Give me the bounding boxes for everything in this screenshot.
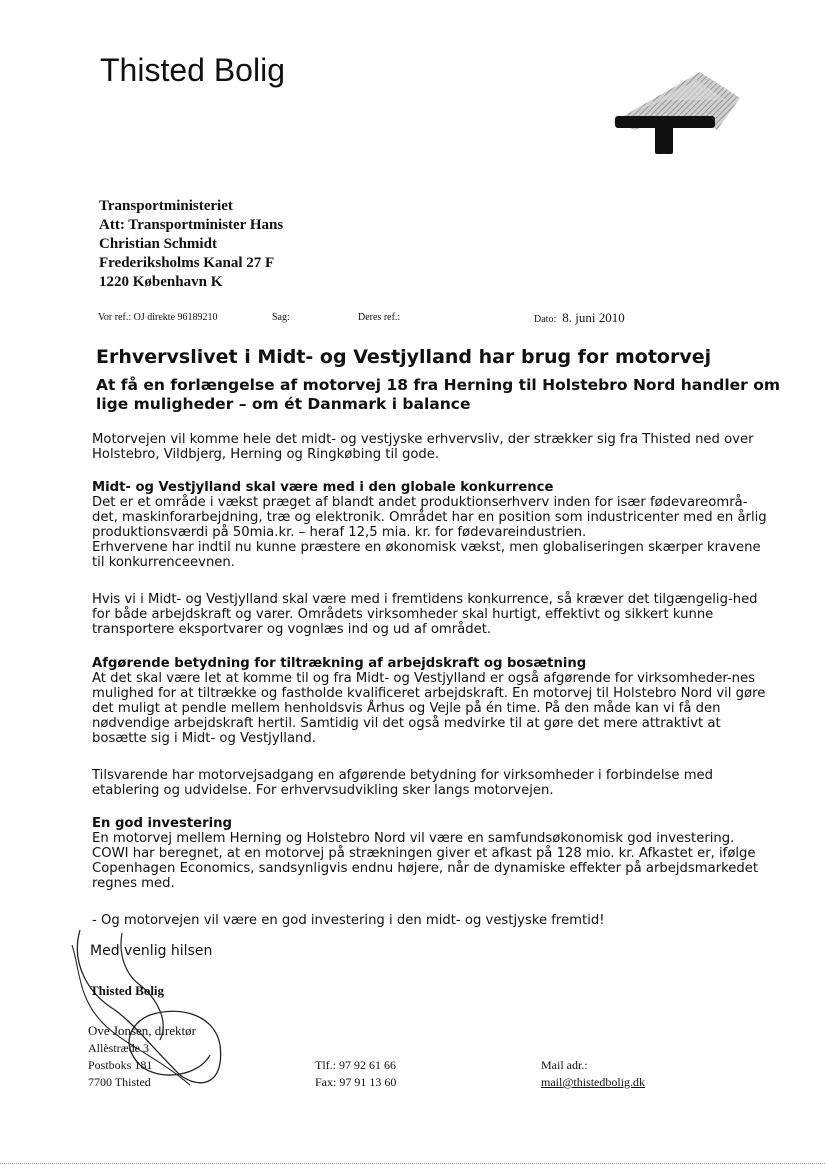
mail-label: Mail adr.: (541, 1058, 588, 1072)
intro-paragraph: Motorvejen vil komme hele det midt- og vestjyske erhvervsliv, der strækker sig fra Thisted ned over Holstebro, Vildbjerg, Herning og Ringkøbing til gode. (92, 432, 754, 462)
accessibility-paragraph: Hvis vi i Midt- og Vestjylland skal være med i fremtidens konkurrence, så kræver det tilgængelig-hed for både arbejdskraft og varer. Områdets virksomheder skal hurtigt, effektivt og sikkert kunne transportere eksportvarer og vognlæs ind og ud af området. (92, 592, 758, 637)
page-bottom-edge (0, 1163, 825, 1164)
signer-name: Ove Jonsen, direktør (88, 1023, 196, 1038)
address-line: Allèstræde 3 (88, 1041, 149, 1055)
closing-greeting: Med venlig hilsen (90, 943, 213, 959)
company-name: Thisted Bolig (100, 52, 285, 88)
phone-fax (315, 1057, 396, 1091)
date-label: Dato: (534, 314, 557, 325)
motorway-access-paragraph: Tilsvarende har motorvejsadgang en afgørende betydning for virksomheder i forbindelse med etablering og udvidelse. For erhvervsudvikling sker langs motorvejen. (92, 768, 714, 798)
address-line: Postboks 181 (88, 1058, 153, 1072)
date-value: 8. juni 2010 (562, 310, 625, 325)
recipient-address (99, 197, 283, 292)
section-investment (92, 816, 772, 891)
recipient-line: Frederiksholms Kanal 27 F (99, 255, 275, 271)
recipient-line: Transportministeriet (99, 198, 233, 214)
sender-address (88, 1040, 152, 1091)
section-body: Erhvervene har indtil nu kunne præstere en økonomisk vækst, men globaliseringen skærper kravene til konkurrenceevnen. (92, 540, 761, 570)
your-reference-label: Deres ref.: (358, 312, 401, 323)
signer-company: Thisted Bolig (90, 983, 165, 998)
date-field (534, 310, 625, 326)
recipient-line: 1220 København K (99, 274, 223, 290)
section-body: En motorvej mellem Herning og Holstebro Nord vil være en samfundsøkonomisk god investering. COWI har beregnet, at en motorvej på strækningen giver et afkast på 128 mio. kr. Afkastet er, ifølge Copenhagen Economics, sandsynligvis endnu højere, når de dynamiske effekter på arbejdsmarkedet regnes med. (92, 831, 759, 891)
thisted-bolig-logo (605, 70, 745, 165)
our-reference: Vor ref.: OJ direkte 96189210 (98, 312, 218, 323)
section-heading: En god investering (92, 816, 232, 831)
closing-line: - Og motorvejen vil være en god investering i den midt- og vestjyske fremtid! (92, 913, 605, 928)
case-label: Sag: (272, 312, 290, 323)
letter-headline: Erhvervslivet i Midt- og Vestjylland har brug for motorvej (96, 346, 712, 368)
email-link[interactable]: mail@thistedbolig.dk (541, 1075, 646, 1089)
section-global-competition (92, 480, 772, 570)
phone: Tlf.: 97 92 61 66 (315, 1058, 396, 1072)
recipient-line: Att: Transportminister Hans (99, 217, 284, 233)
section-heading: Afgørende betydning for tiltrækning af arbejdskraft og bosætning (92, 656, 587, 671)
mail-block (541, 1057, 645, 1091)
fax: Fax: 97 91 13 60 (315, 1075, 397, 1089)
letter-subheadline: At få en forlængelse af motorvej 18 fra Herning til Holstebro Nord handler om lige muligheder – om ét Danmark i balance (96, 376, 781, 413)
section-body: At det skal være let at komme til og fra Midt- og Vestjylland er også afgørende for virksomheder-nes mulighed for at tiltrække og fastholde kvalificeret arbejdskraft. En motorvej til Holstebro Nord vil gøre det muligt at pendle mellem henholdsvis Århus og Vejle på én time. På den måde kan vi få den nødvendige arbejdskraft hertil. Samtidig vil det også medvirke til at gøre det mere attraktivt at bosætte sig i Midt- og Vestjylland. (92, 671, 766, 746)
address-line: 7700 Thisted (88, 1075, 151, 1089)
recipient-line: Christian Schmidt (99, 236, 217, 252)
section-workforce (92, 656, 772, 746)
section-heading: Midt- og Vestjylland skal være med i den globale konkurrence (92, 480, 554, 495)
section-body: Det er et område i vækst præget af blandt andet produktionserhverv inden for især fødevareområ-det, maskinforarbejdning, træ og elektronik. Området har en position som industricenter med en årlig produktionsværdi på 50mia.kr. – heraf 12,5 mia. kr. for fødevareindustrien. (92, 495, 767, 540)
